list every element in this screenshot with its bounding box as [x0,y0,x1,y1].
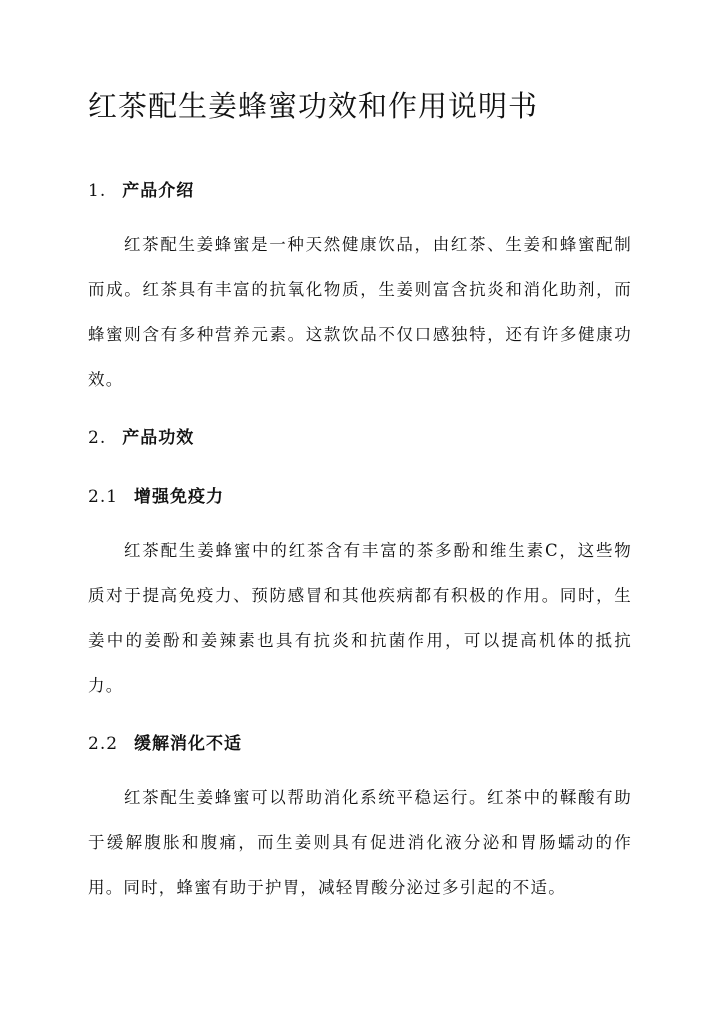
section-heading-immunity [88,482,224,507]
section-number: 1. [88,181,107,201]
paragraph-immunity: 红茶配生姜蜂蜜中的红茶含有丰富的茶多酚和维生素C，这些物质对于提高免疫力、预防感冒和其他疾病都有积极的作用。同时，生姜中的姜酚和姜辣素也具有抗炎和抗菌作用，可以提高机体的抵抗力。 [88,541,632,695]
section-number: 2. [88,428,107,448]
paragraph-digestion: 红茶配生姜蜂蜜可以帮助消化系统平稳运行。红茶中的鞣酸有助于缓解腹胀和腹痛，而生姜则具有促进消化液分泌和胃肠蠕动的作用。同时，蜂蜜有助于护胃，减轻胃酸分泌过多引起的不适。 [88,788,632,897]
section-heading-intro [88,176,194,201]
paragraph-intro: 红茶配生姜蜂蜜是一种天然健康饮品，由红茶、生姜和蜂蜜配制而成。红茶具有丰富的抗氧化物质，生姜则富含抗炎和消化助剂，而蜂蜜则含有多种营养元素。这款饮品不仅口感独特，还有许多健康功效。 [88,235,632,389]
section-number: 2.1 [88,487,119,507]
document-title: 红茶配生姜蜂蜜功效和作用说明书 [88,89,539,123]
section-heading-text: 产品功效 [122,428,195,448]
section-heading-digestion [88,729,242,754]
section-heading-text: 产品介绍 [122,181,195,201]
section-heading-text: 增强免疫力 [134,487,225,507]
section-heading-text: 缓解消化不适 [134,734,243,754]
section-heading-effects [88,423,194,448]
section-number: 2.2 [88,734,119,754]
